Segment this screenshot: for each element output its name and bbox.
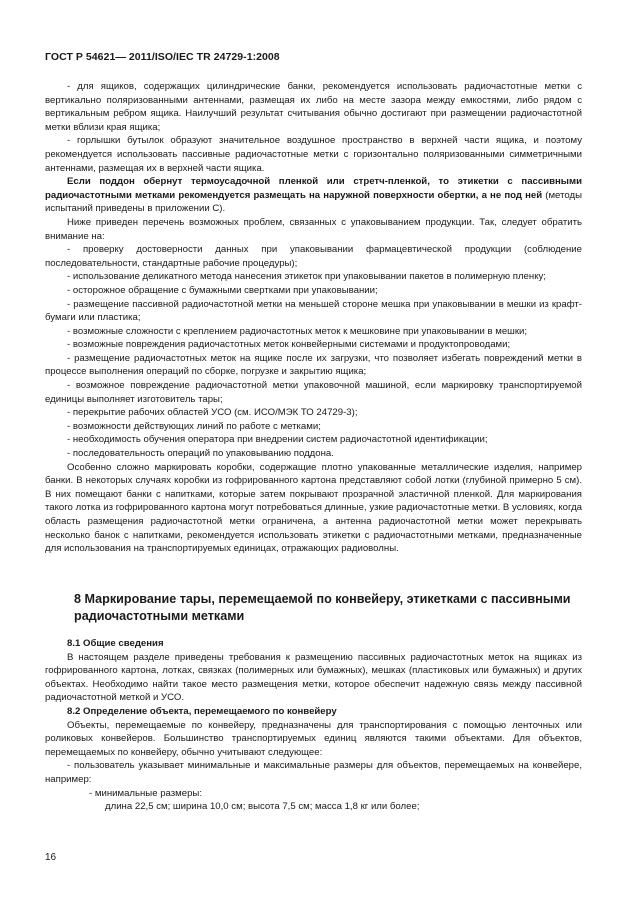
list-item: - последовательность операций по упаковыванию поддона. <box>67 448 334 460</box>
standard-header: ГОСТ Р 54621— 2011/ISO/IEC TR 24729-1:2008 <box>45 51 280 63</box>
paragraph: - для ящиков, содержащих цилиндрические банки, рекомендуется использовать радиочастотные метки с вертикально поляризованными антеннами, размещая их либо на месте зазора между емкостями, либо рядом с вертикальным ребром ящика. Наилучший результат считывания обычно достигают при размещении радиочастотной метки вблизи края ящика; <box>45 81 582 133</box>
subsection-8-2-title: 8.2 Определение объекта, перемещаемого по конвейеру <box>67 705 337 717</box>
list-item: - проверку достоверности данных при упаковывании фармацевтической продукции (соблюдение последовательности, стандартные рабочие процедуры); <box>45 244 582 269</box>
list-item: - размещение радиочастотных меток на ящике после их загрузки, что позволяет избегать повреждений метки в процессе выполнения операций по сборке, погрузке и закрытию ящика; <box>45 352 582 378</box>
intro-paragraph: Ниже приведен перечень возможных проблем, связанных с упаковыванием продукции. Так, следует обратить внимание на: <box>45 216 582 242</box>
sub-list-item: - минимальные размеры: <box>89 787 202 799</box>
regular-text: (методы испытаний приведены в приложении С). <box>45 189 582 215</box>
section-8-body <box>45 637 582 814</box>
list-item: - пользователь указывает минимальные и максимальные размеры для объектов, перемещаемых на конвейере, например: <box>45 760 582 785</box>
list-item: - использование деликатного метода нанесения этикеток при упаковывании пакетов в полимерную пленку; <box>67 271 546 283</box>
paragraph: В настоящем разделе приведены требования к размещению пассивных радиочастотных меток на ящиках из гофрированного картона, лотках, связках (полимерных или бумажных), мешках (пластиковых или бумажных) и других объектах. Необходимо найти такое место размещения метки, которое обеспечит надежную связь между пассивной радиочастотной меткой и УСО. <box>45 651 582 704</box>
page-number: 16 <box>45 852 57 863</box>
list-item: - осторожное обращение с бумажными свертками при упаковывании; <box>67 284 378 296</box>
list-item: - размещение пассивной радиочастотной метки на меньшей стороне мешка при упаковывании в мешки из крафт-бумаги или пластика; <box>45 298 582 324</box>
list-item: - возможности действующих линий по работе с метками; <box>67 420 321 432</box>
list-item: - необходимость обучения оператора при внедрении систем радиочастотной идентификации; <box>67 434 488 446</box>
bold-paragraph <box>45 175 582 216</box>
subsection-8-1-title: 8.1 Общие сведения <box>67 638 164 649</box>
bold-text: Если поддон обернут термоусадочной пленкой или стретч-пленкой, то этикетки с пассивными радиочастотными метками рекомендуется размещать на наружной поверхности обертки, а не под ней <box>45 176 582 201</box>
list-item: - возможное повреждение радиочастотной метки упаковочной машиной, если маркировку транспортируемой единицы выполняет изготовитель тары; <box>45 380 582 405</box>
closing-paragraph: Особенно сложно маркировать коробки, содержащие плотно упакованные металлические изделия, например банки. В некоторых случаях коробки из гофрированного картона представляют собой лотки (глубиной примерно 5 см). В них помещают банки с напитками, которые затем покрывают прозрачной эластичной пленкой. Для маркирования такого лотка из гофрированного картона могут потребоваться длинные, узкие радиочастотные метки. В условиях, когда область размещения радиочастотной метки ограничена, а антенна радиочастотной метки может перекрывать несколько банок с напитками, рекомендуется использовать этикетки с радиочастотными метками, предназначенные для использования на транспортируемых единицах, отражающих радиоволны. <box>45 461 582 555</box>
list-item: - возможные сложности с креплением радиочастотных меток к мешковине при упаковывании в мешки; <box>67 325 528 337</box>
list-item: - возможные повреждения радиочастотных меток конвейерными системами и продуктопроводами; <box>67 339 511 351</box>
paragraph: - горлышки бутылок образуют значительное воздушное пространство в верхней части ящика, и поэтому рекомендуется использовать пассивные радиочастотные метки с горизонтально поляризованными симметричными антеннами, размещая их в верхней части ящика. <box>45 135 582 174</box>
section-8-title: 8 Маркирование тары, перемещаемой по конвейеру, этикетками с пассивными радиочастотными метками <box>74 592 571 623</box>
paragraph: Объекты, перемещаемые по конвейеру, предназначены для транспортирования с помощью ленточных или роликовых конвейеров. Большинство транспортируемых единиц являются такими объектами. Для объектов, перемещаемых по конвейеру, обычно учитывают следующее: <box>45 719 582 758</box>
body-text <box>45 80 582 556</box>
dimensions-line: длина 22,5 см; ширина 10,0 см; высота 7,5 см; масса 1,8 кг или более; <box>105 801 420 813</box>
list-item: - перекрытие рабочих областей УСО (см. ИСО/МЭК ТО 24729-3); <box>67 407 358 419</box>
